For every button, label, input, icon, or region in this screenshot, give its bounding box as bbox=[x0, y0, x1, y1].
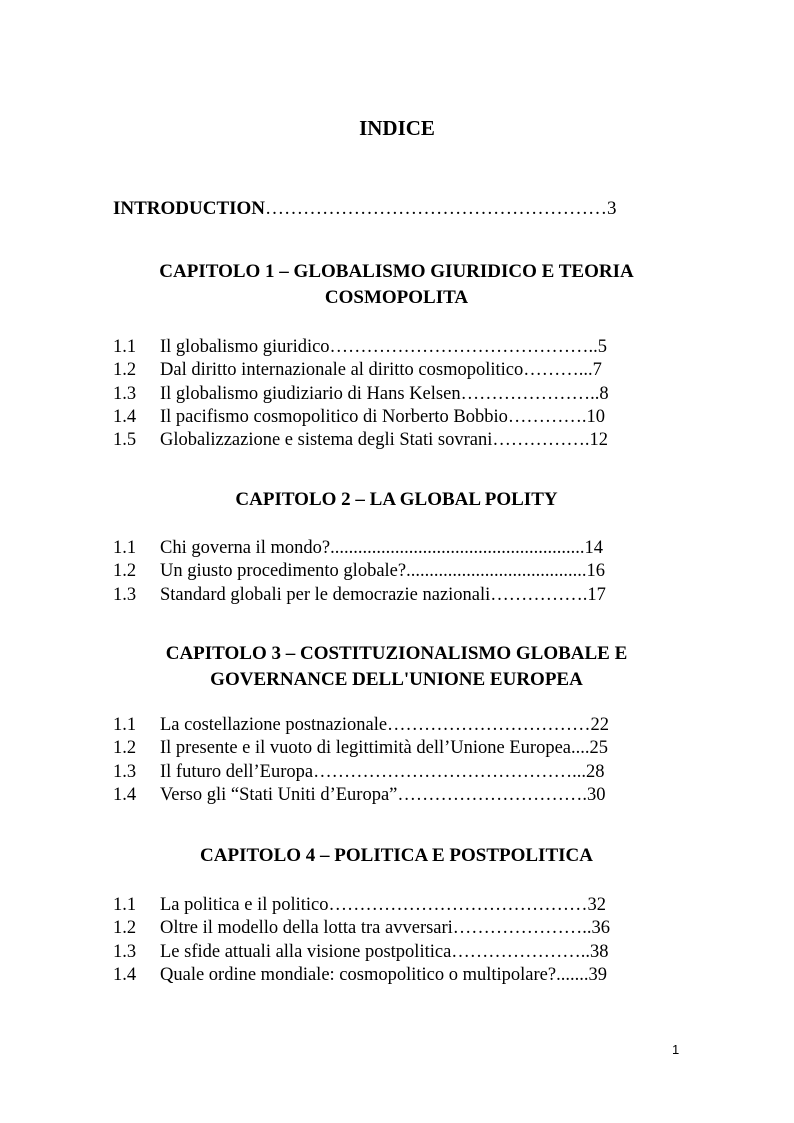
entry-text: Il globalismo giudiziario di Hans Kelsen…………………..8 bbox=[160, 383, 609, 404]
chapter-3-title-line1: CAPITOLO 3 – COSTITUZIONALISMO GLOBALE E bbox=[165, 643, 628, 664]
chapter-4-entries bbox=[113, 894, 680, 987]
chapter-3-entries bbox=[113, 714, 680, 807]
chapter-1-entries bbox=[113, 336, 680, 452]
toc-entry bbox=[113, 894, 680, 917]
entry-number: 1.1 bbox=[113, 538, 137, 558]
chapter-4-title bbox=[113, 843, 680, 869]
chapter-1-title-line1: CAPITOLO 1 – GLOBALISMO GIURIDICO E TEORIA bbox=[159, 261, 634, 282]
entry-number: 1.1 bbox=[113, 895, 137, 915]
entry-text: Standard globali per le democrazie nazionali…………….17 bbox=[160, 584, 606, 605]
entry-number: 1.4 bbox=[113, 784, 137, 805]
chapter-1-title bbox=[113, 259, 680, 311]
toc-entry bbox=[113, 941, 680, 964]
entry-number: 1.2 bbox=[113, 360, 137, 381]
entry-text: Chi governa il mondo?.......................................................14 bbox=[160, 538, 603, 558]
toc-entry bbox=[113, 560, 680, 583]
toc-entry bbox=[113, 784, 680, 807]
entry-number: 1.2 bbox=[113, 918, 137, 939]
entry-number: 1.2 bbox=[113, 561, 137, 582]
entry-text: Un giusto procedimento globale?.......................................16 bbox=[160, 561, 605, 582]
chapter-2-title bbox=[113, 487, 680, 513]
entry-text: Globalizzazione e sistema degli Stati sovrani…………….12 bbox=[160, 430, 609, 451]
entry-text: Il presente e il vuoto di legittimità dell’Unione Europea....25 bbox=[160, 738, 608, 759]
chapter-4-title-line1: CAPITOLO 4 – POLITICA E POSTPOLITICA bbox=[200, 845, 593, 866]
toc-entry bbox=[113, 917, 680, 940]
entry-text: Verso gli “Stati Uniti d’Europa”………………………….30 bbox=[160, 784, 606, 805]
entry-number: 1.1 bbox=[113, 337, 137, 357]
introduction-entry bbox=[113, 198, 680, 220]
entry-number: 1.4 bbox=[113, 964, 137, 985]
entry-number: 1.4 bbox=[113, 406, 137, 427]
chapter-1-title-line2: COSMOPOLITA bbox=[324, 287, 469, 308]
introduction-label: INTRODUCTION bbox=[113, 198, 266, 219]
toc-entry bbox=[113, 537, 680, 560]
entry-text: Il futuro dell’Europa……………………………………...28 bbox=[160, 761, 605, 782]
chapter-2-entries bbox=[113, 537, 680, 607]
page-number: 1 bbox=[672, 1042, 680, 1057]
toc-entry bbox=[113, 714, 680, 737]
introduction-leader: ………………………………………………3 bbox=[265, 198, 617, 219]
entry-text: La politica e il politico……………………………………32 bbox=[160, 895, 607, 915]
chapter-3-title bbox=[113, 641, 680, 693]
entry-number: 1.5 bbox=[113, 430, 137, 451]
toc-entry bbox=[113, 359, 680, 382]
toc-entry bbox=[113, 584, 680, 607]
chapter-3-title-line2: GOVERNANCE DELL'UNIONE EUROPEA bbox=[210, 669, 583, 690]
entry-text: Quale ordine mondiale: cosmopolitico o multipolare?.......39 bbox=[160, 964, 607, 985]
entry-number: 1.3 bbox=[113, 941, 137, 962]
entry-text: Dal diritto internazionale al diritto cosmopolitico………...7 bbox=[160, 360, 602, 381]
chapter-2-title-line1: CAPITOLO 2 – LA GLOBAL POLITY bbox=[235, 489, 558, 510]
entry-text: La costellazione postnazionale……………………………22 bbox=[160, 715, 610, 735]
toc-entry bbox=[113, 383, 680, 406]
entry-number: 1.1 bbox=[113, 715, 137, 735]
toc-entry bbox=[113, 336, 680, 359]
entry-text: Il globalismo giuridico……………………………………..5 bbox=[160, 337, 608, 357]
toc-entry bbox=[113, 429, 680, 452]
entry-number: 1.3 bbox=[113, 383, 137, 404]
toc-entry bbox=[113, 406, 680, 429]
entry-text: Oltre il modello della lotta tra avversari…………………..36 bbox=[160, 918, 611, 939]
toc-entry bbox=[113, 761, 680, 784]
page-title: INDICE bbox=[359, 116, 435, 140]
entry-number: 1.2 bbox=[113, 738, 137, 759]
entry-text: Il pacifismo cosmopolitico di Norberto Bobbio………….10 bbox=[160, 406, 605, 427]
entry-number: 1.3 bbox=[113, 584, 137, 605]
toc-entry bbox=[113, 737, 680, 760]
entry-text: Le sfide attuali alla visione postpolitica…………………..38 bbox=[160, 941, 609, 962]
entry-number: 1.3 bbox=[113, 761, 137, 782]
toc-entry bbox=[113, 964, 680, 987]
